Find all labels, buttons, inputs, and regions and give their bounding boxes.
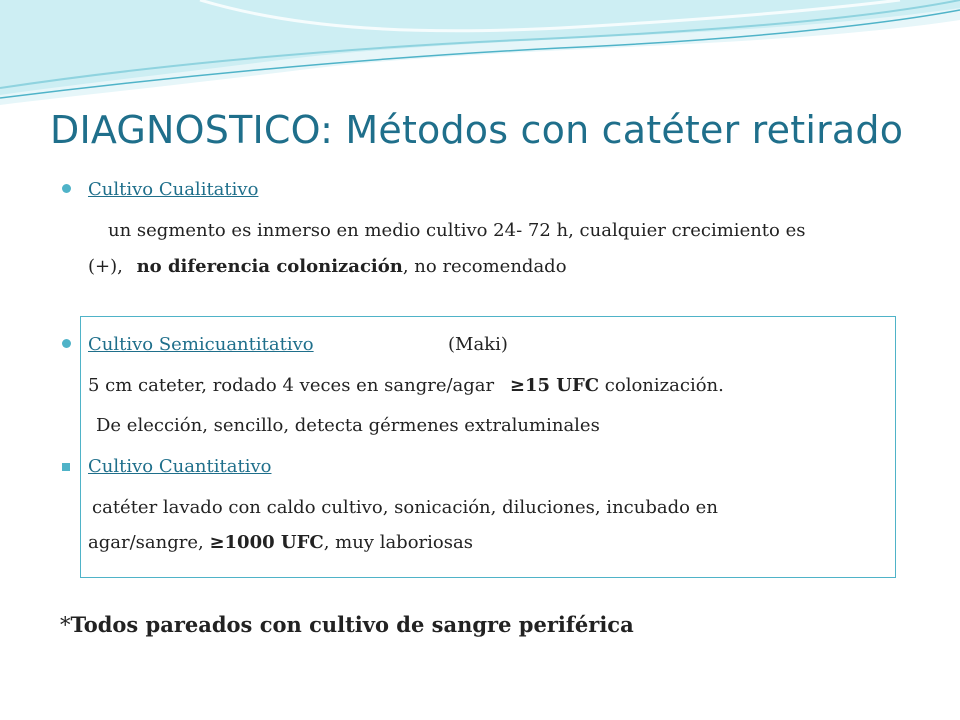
- footer-note: *Todos pareados con cultivo de sangre periférica: [60, 612, 634, 637]
- semicuantitativo-bold: ≥15 UFC: [509, 375, 600, 396]
- bullet-dot-icon: [62, 339, 71, 348]
- cualitativo-line-1: un segmento es inmerso en medio cultivo 24- 72 h, cualquier crecimiento es: [108, 220, 806, 241]
- semicuantitativo-aside: (Maki): [448, 334, 508, 355]
- cualitativo-bold: no diferencia colonización: [136, 256, 403, 277]
- slide-title: DIAGNOSTICO: Métodos con catéter retirado: [50, 108, 904, 152]
- heading-cultivo-semicuantitativo: Cultivo Semicuantitativo: [88, 334, 314, 355]
- heading-cultivo-cualitativo: Cultivo Cualitativo: [88, 179, 259, 200]
- bullet-dot-icon: [62, 184, 71, 193]
- semicuantitativo-line-1: 5 cm cateter, rodado 4 veces en sangre/agar ≥15 UFC colonización.: [88, 375, 724, 396]
- semicuantitativo-line-2: De elección, sencillo, detecta gérmenes extraluminales: [96, 415, 600, 436]
- header-wave-decoration: [0, 0, 960, 110]
- cuantitativo-line-2: agar/sangre, ≥1000 UFC, muy laboriosas: [88, 532, 473, 553]
- bullet-square-icon: [62, 463, 70, 471]
- cuantitativo-bold: ≥1000 UFC: [209, 532, 324, 553]
- cualitativo-line-2: (+), no diferencia colonización, no recomendado: [88, 256, 567, 277]
- heading-cultivo-cuantitativo: Cultivo Cuantitativo: [88, 456, 272, 477]
- cuantitativo-line-1: catéter lavado con caldo cultivo, sonicación, diluciones, incubado en: [92, 497, 718, 518]
